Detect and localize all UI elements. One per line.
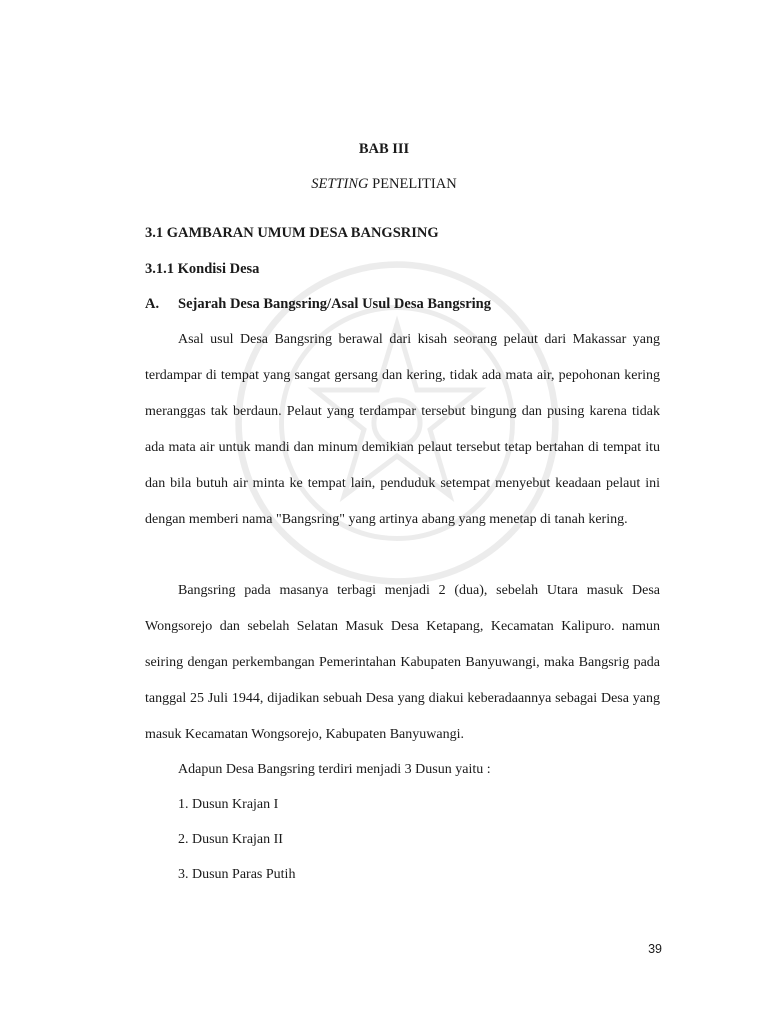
- dusun-intro: Adapun Desa Bangsring terdiri menjadi 3 Dusun yaitu :: [178, 762, 491, 777]
- paragraph-pembagian-desa: Bangsring pada masanya terbagi menjadi 2 (dua), sebelah Utara masuk Desa Wongsorejo dan sebelah Selatan Masuk Desa Ketapang, Kecamatan Kalipuro. namun seiring dengan perkembangan Pemerintahan Kabupaten Banyuwangi, maka Bangsrig pada tanggal 25 Juli 1944, dijadikan sebuah Desa yang diakui keberadaannya sebagai Desa yang masuk Kecamatan Wongsorejo, Kabupaten Banyuwangi.: [145, 583, 660, 742]
- subtitle-italic: SETTING: [311, 176, 369, 192]
- section-a-title: Sejarah Desa Bangsring/Asal Usul Desa Bangsring: [178, 296, 491, 312]
- list-item: 2. Dusun Krajan II: [178, 832, 283, 847]
- page-number: 39: [648, 942, 662, 956]
- chapter-title: BAB III: [358, 141, 410, 157]
- section-a-letter: A.: [145, 296, 160, 312]
- paragraph-asal-usul: Asal usul Desa Bangsring berawal dari kisah seorang pelaut dari Makassar yang terdampar di tempat yang sangat gersang dan kering, tidak ada mata air, pepohonan kering meranggas tak berdaun. Pelaut yang terdampar tersebut bingung dan pusing karena tidak ada mata air untuk mandi dan minum demikian pelaut tersebut tetap bertahan di tempat itu dan bila butuh air minta ke tempat lain, penduduk setempat menyebut keadaan pelaut ini dengan memberi nama "Bangsring" yang artinya abang yang menetap di tanah kering.: [145, 332, 660, 527]
- list-item: 3. Dusun Paras Putih: [178, 867, 296, 882]
- section-heading-3-1-1: 3.1.1 Kondisi Desa: [145, 261, 260, 277]
- section-heading-3-1: 3.1 GAMBARAN UMUM DESA BANGSRING: [145, 225, 439, 241]
- chapter-subtitle: [0, 176, 768, 193]
- subtitle-rest: PENELITIAN: [368, 176, 457, 192]
- section-heading-a: [145, 296, 491, 313]
- list-item: 1. Dusun Krajan I: [178, 797, 279, 812]
